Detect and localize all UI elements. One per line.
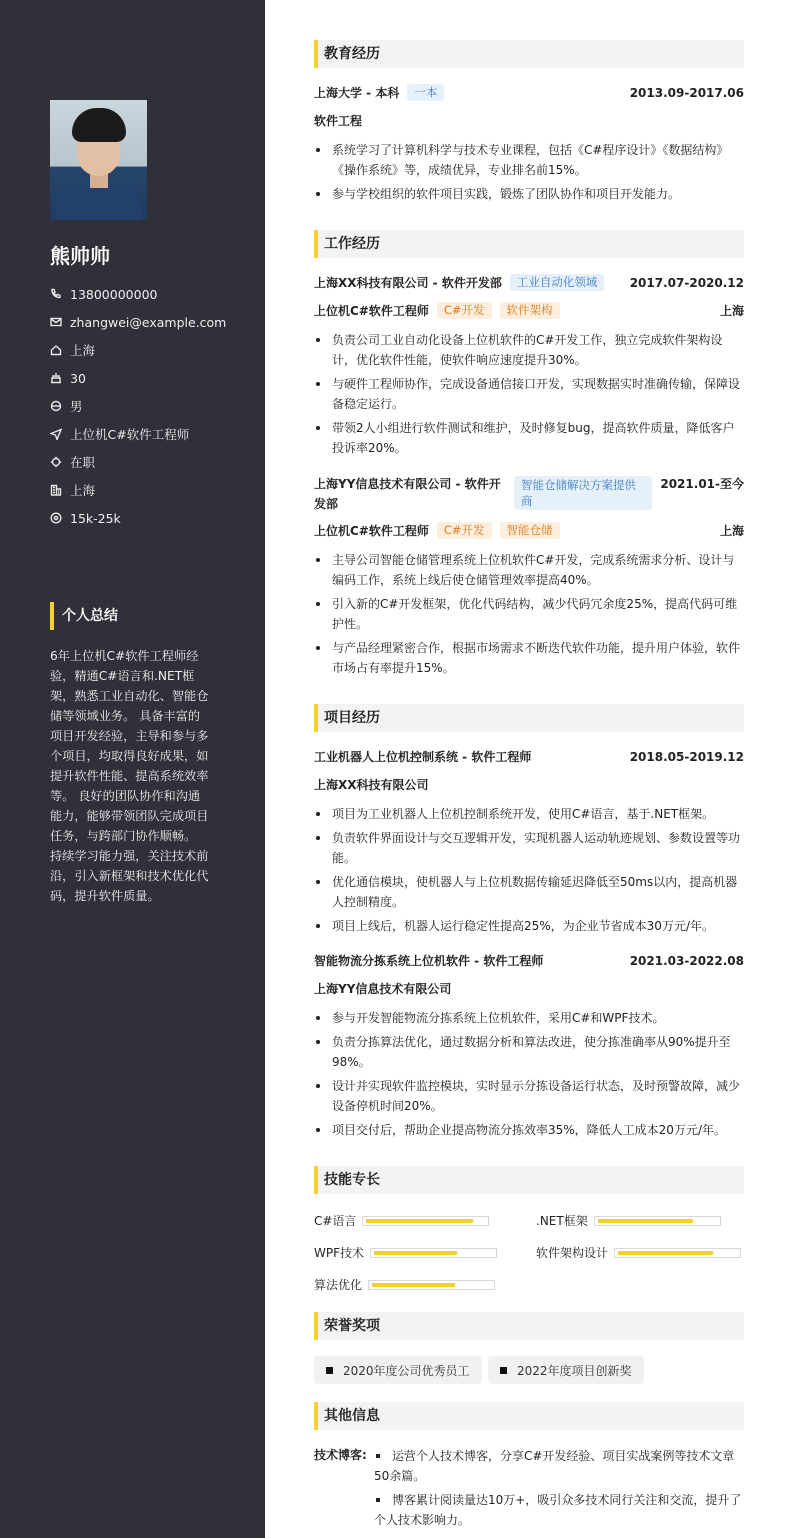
- info-gender: 男: [50, 392, 250, 420]
- skill-item: .NET框架: [536, 1212, 721, 1229]
- sidebar: [0, 0, 265, 1538]
- education-bullets: [314, 140, 744, 208]
- list-item: 引入新的C#开发框架，优化代码结构，减少代码冗余度25%，提高代码可维护性。: [314, 594, 744, 634]
- skill-bar: [614, 1248, 741, 1258]
- home-icon: [50, 344, 62, 356]
- list-item: 带领2人小组进行软件测试和维护，及时修复bug，提高软件质量，降低客户投诉率20%。: [314, 418, 744, 458]
- job-bullets: [314, 550, 744, 682]
- skill-item: WPF技术: [314, 1244, 497, 1261]
- send-icon: [50, 428, 62, 440]
- skills-title: 技能专长: [314, 1166, 744, 1194]
- education-header: 上海大学 - 本科 一本 2013.09-2017.06: [314, 85, 744, 100]
- job-header: 上海XX科技有限公司 - 软件开发部 工业自动化领域 2017.07-2020.12: [314, 275, 744, 290]
- education-date: 2013.09-2017.06: [629, 85, 744, 100]
- cake-icon: [50, 372, 62, 384]
- project-company: 上海YY信息技术有限公司: [314, 982, 452, 996]
- info-salary: 15k-25k: [50, 504, 250, 532]
- summary-text: 6年上位机C#软件工程师经验，精通C#语言和.NET框架，熟悉工业自动化、智能仓储等领域业务。 具备丰富的项目开发经验，主导和参与多个项目，均取得良好成果，如提升软件性能、提高系统效率等。 良好的团队协作和沟通能力，能够带领团队完成项目任务，与跨部门协作顺畅。 持续学习能力强，关注技术前沿，引入新框架和技术优化代码，提升软件质量。: [50, 649, 209, 903]
- list-item: 主导公司智能仓储管理系统上位机软件C#开发，完成系统需求分析、设计与编码工作，系统上线后使仓储管理效率提高40%。: [314, 550, 744, 590]
- other-label: 技术博客:: [314, 1448, 367, 1462]
- project-header: 智能物流分拣系统上位机软件 - 软件工程师 2021.03-2022.08: [314, 953, 744, 968]
- job-role: 上位机C#软件工程师 C#开发 软件架构 上海: [314, 303, 744, 318]
- info-status: 在职: [50, 448, 250, 476]
- skill-item: 软件架构设计: [536, 1244, 741, 1261]
- info-phone: 13800000000: [50, 280, 250, 308]
- education-title: 教育经历: [314, 40, 744, 68]
- job-date: 2021.01-至今: [660, 477, 744, 491]
- list-item: 优化通信模块，使机器人与上位机数据传输延迟降低至50ms以内，提高机器人控制精度。: [314, 872, 744, 912]
- job-bullets: [314, 330, 744, 462]
- project-bullets: [314, 1008, 744, 1144]
- project-header: 工业机器人上位机控制系统 - 软件工程师 2018.05-2019.12: [314, 749, 744, 764]
- mail-icon: [50, 316, 62, 328]
- other-bullets: [374, 1446, 744, 1534]
- job-role: 上位机C#软件工程师 C#开发 智能仓储 上海: [314, 523, 744, 538]
- award-item: 2022年度项目创新奖: [488, 1356, 644, 1384]
- building-icon: [50, 484, 62, 496]
- list-item: 参与开发智能物流分拣系统上位机软件，采用C#和WPF技术。: [314, 1008, 744, 1028]
- job-company: 上海YY信息技术有限公司 - 软件开发部: [314, 477, 501, 511]
- skill-item: 算法优化: [314, 1276, 495, 1293]
- list-item: 项目为工业机器人上位机控制系统开发，使用C#语言，基于.NET框架。: [314, 804, 744, 824]
- gender-icon: [50, 400, 62, 412]
- list-item: 负责分拣算法优化，通过数据分析和算法改进，使分拣准确率从90%提升至98%。: [314, 1032, 744, 1072]
- education-major: 软件工程: [314, 114, 363, 128]
- education-tag: 一本: [407, 84, 444, 101]
- status-icon: [50, 456, 62, 468]
- project-bullets: [314, 804, 744, 940]
- avatar: [50, 100, 147, 220]
- list-item: 与硬件工程师协作，完成设备通信接口开发，实现数据实时准确传输，保障设备稳定运行。: [314, 374, 744, 414]
- award-item: 2020年度公司优秀员工: [314, 1356, 482, 1384]
- list-item: 项目上线后，机器人运行稳定性提高25%，为企业节省成本30万元/年。: [314, 916, 744, 936]
- skill-bar: [368, 1280, 495, 1290]
- info-city: 上海: [50, 476, 250, 504]
- info-location: 上海: [50, 336, 250, 364]
- info-position: 上位机C#软件工程师: [50, 420, 250, 448]
- list-item: 运营个人技术博客，分享C#开发经验、项目实战案例等技术文章50余篇。: [374, 1446, 744, 1486]
- list-item: 设计并实现软件监控模块，实时显示分拣设备运行状态，及时预警故障，减少设备停机时间20%。: [314, 1076, 744, 1116]
- list-item: 与产品经理紧密合作，根据市场需求不断迭代软件功能，提升用户体验，软件市场占有率提升15%。: [314, 638, 744, 678]
- money-icon: [50, 512, 62, 524]
- project-company: 上海XX科技有限公司: [314, 778, 429, 792]
- skill-bar: [594, 1216, 721, 1226]
- list-item: 项目交付后，帮助企业提高物流分拣效率35%，降低人工成本20万元/年。: [314, 1120, 744, 1140]
- info-email: zhangwei@example.com: [50, 308, 250, 336]
- contact-info: [50, 280, 250, 532]
- square-icon: [500, 1367, 507, 1374]
- other-title: 其他信息: [314, 1402, 744, 1430]
- list-item: 系统学习了计算机科学与技术专业课程，包括《C#程序设计》《数据结构》《操作系统》等，成绩优异，专业排名前15%。: [314, 140, 744, 180]
- awards-title: 荣誉奖项: [314, 1312, 744, 1340]
- projects-title: 项目经历: [314, 704, 744, 732]
- skill-item: C#语言: [314, 1212, 489, 1229]
- phone-icon: [50, 288, 62, 300]
- list-item: 负责公司工业自动化设备上位机软件的C#开发工作，独立完成软件架构设计，优化软件性能，使软件响应速度提升30%。: [314, 330, 744, 370]
- job-tag: 智能仓储解决方案提供商: [514, 476, 652, 510]
- summary-title: 个人总结: [50, 602, 118, 630]
- list-item: 参与学校组织的软件项目实践，锻炼了团队协作和项目开发能力。: [314, 184, 744, 204]
- info-age: 30: [50, 364, 250, 392]
- work-title: 工作经历: [314, 230, 744, 258]
- list-item: 负责软件界面设计与交互逻辑开发，实现机器人运动轨迹规划、参数设置等功能。: [314, 828, 744, 868]
- skill-bar: [370, 1248, 497, 1258]
- square-icon: [326, 1367, 333, 1374]
- list-item: 博客累计阅读量达10万+，吸引众多技术同行关注和交流，提升了个人技术影响力。: [374, 1490, 744, 1530]
- skill-bar: [362, 1216, 489, 1226]
- profile-name: 熊帅帅: [50, 244, 110, 268]
